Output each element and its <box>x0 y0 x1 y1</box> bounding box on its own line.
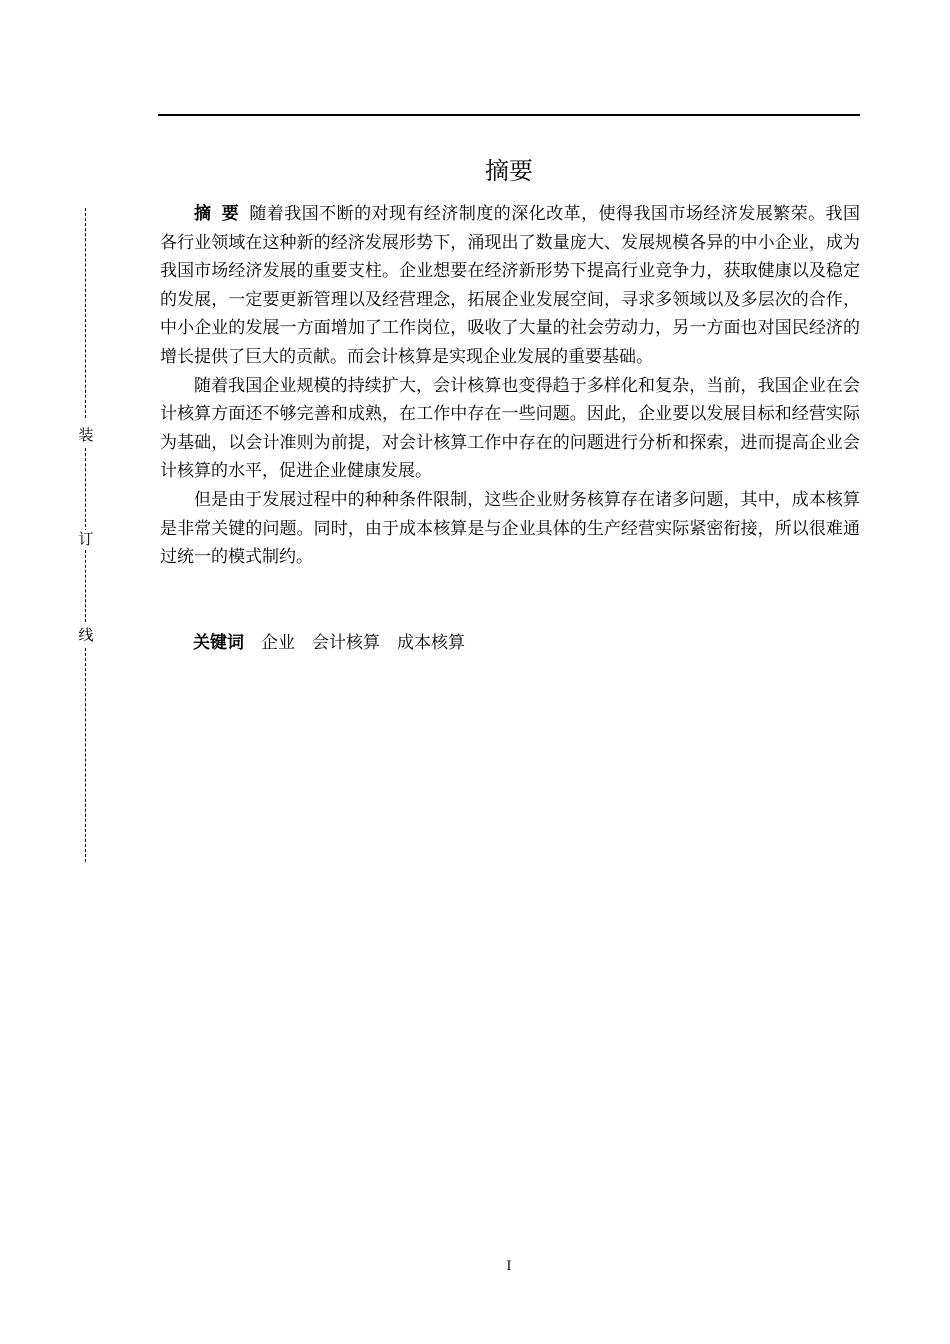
binding-char-ding: 订 <box>78 530 94 548</box>
keyword-item: 成本核算 <box>397 633 465 653</box>
abstract-paragraph: 但是由于发展过程中的种种条件限制，这些企业财务核算存在诸多问题，其中，成本核算是非常关键的问题。同时，由于成本核算是与企业具体的生产经营实际紧密衔接，所以很难通过统一的模式制约。 <box>160 489 860 568</box>
abstract-label: 摘要 <box>194 204 250 224</box>
keywords-line <box>193 629 465 657</box>
abstract-body <box>160 200 860 572</box>
page-title: 摘要 <box>485 157 533 185</box>
binding-dashed-line <box>85 448 86 532</box>
paragraph-text: 随着我国不断的对现有经济制度的深化改革，使得我国市场经济发展繁荣。我国各行业领域在这种新的经济发展形势下，涌现出了数量庞大、发展规模各异的中小企业，成为我国市场经济发展的重要支柱。企业想要在经济新形势下提高行业竞争力，获取健康以及稳定的发展，一定要更新管理以及经营理念，拓展企业发展空间，寻求多领域以及多层次的合作，中小企业的发展一方面增加了工作岗位，吸收了大量的社会劳动力，另一方面也对国民经济的增长提供了巨大的贡献。而会计核算是实现企业发展的重要基础。 <box>160 204 860 367</box>
abstract-paragraph <box>160 200 860 372</box>
keyword-item: 会计核算 <box>312 633 380 653</box>
binding-dashed-line <box>85 550 86 622</box>
binding-char-xian: 线 <box>78 626 94 644</box>
page-number: I <box>506 1259 512 1274</box>
binding-char-zhuang: 装 <box>78 426 94 444</box>
keywords-label: 关键词 <box>193 633 244 653</box>
header-rule <box>158 114 860 116</box>
abstract-paragraph: 随着我国企业规模的持续扩大，会计核算也变得趋于多样化和复杂，当前，我国企业在会计核算方面还不够完善和成熟，在工作中存在一些问题。因此，企业要以发展目标和经营实际为基础，以会计准则为前提，对会计核算工作中存在的问题进行分析和探索，进而提高企业会计核算的水平，促进企业健康发展。 <box>160 375 860 482</box>
keyword-item: 企业 <box>261 633 295 653</box>
binding-dashed-line <box>85 208 86 418</box>
binding-margin <box>78 208 94 862</box>
binding-dashed-line <box>85 648 86 862</box>
